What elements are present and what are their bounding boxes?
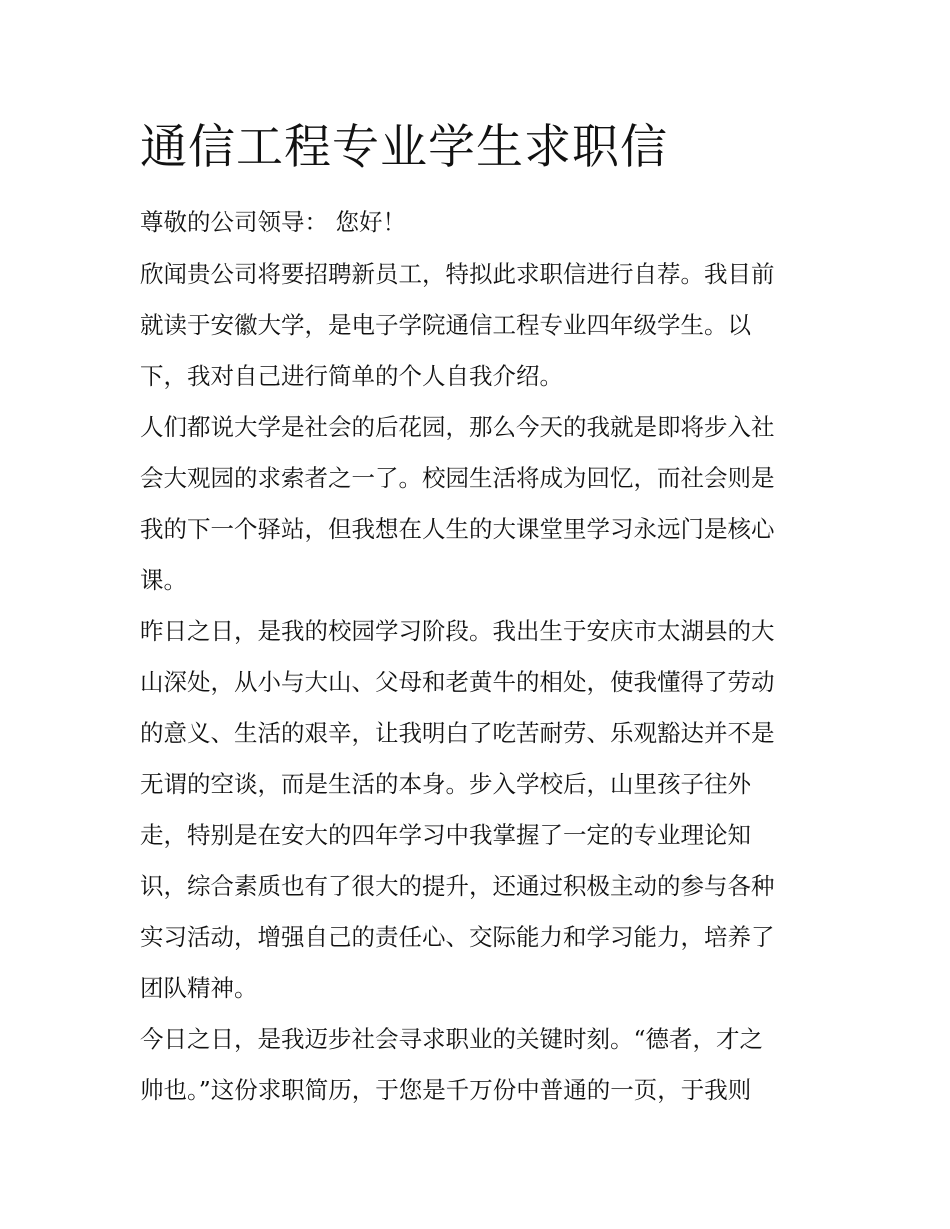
body-line: 欣闻贵公司将要招聘新员工，特拟此求职信进行自荐。我目前	[140, 260, 775, 288]
body-line: 无谓的空谈，而是生活的本身。步入学校后，山里孩子往外	[140, 770, 751, 798]
document-title: 通信工程专业学生求职信	[140, 120, 668, 175]
body-line: 识，综合素质也有了很大的提升，还通过积极主动的参与各种	[140, 872, 775, 900]
body-line: 课。	[140, 566, 187, 594]
salutation-line: 尊敬的公司领导： 您好！	[140, 208, 406, 236]
body-line: 就读于安徽大学，是电子学院通信工程专业四年级学生。以	[140, 311, 751, 339]
body-line: 人们都说大学是社会的后花园，那么今天的我就是即将步入社	[140, 413, 775, 441]
body-line: 下，我对自己进行简单的个人自我介绍。	[140, 362, 563, 390]
body-line: 实习活动，增强自己的责任心、交际能力和学习能力，培养了	[140, 923, 775, 951]
body-line: 帅也。”这份求职简历，于您是千万份中普通的一页，于我则	[140, 1076, 752, 1104]
body-line: 山深处，从小与大山、父母和老黄牛的相处，使我懂得了劳动	[140, 668, 775, 696]
body-line: 昨日之日，是我的校园学习阶段。我出生于安庆市太湖县的大	[140, 617, 775, 645]
body-line: 走，特别是在安大的四年学习中我掌握了一定的专业理论知	[140, 821, 751, 849]
body-line: 我的下一个驿站，但我想在人生的大课堂里学习永远门是核心	[140, 515, 775, 543]
body-line: 团队精神。	[140, 974, 258, 1002]
body-line: 会大观园的求索者之一了。校园生活将成为回忆，而社会则是	[140, 464, 775, 492]
body-line: 今日之日，是我迈步社会寻求职业的关键时刻。“德者，才之	[140, 1025, 764, 1053]
body-line: 的意义、生活的艰辛，让我明白了吃苦耐劳、乐观豁达并不是	[140, 719, 775, 747]
